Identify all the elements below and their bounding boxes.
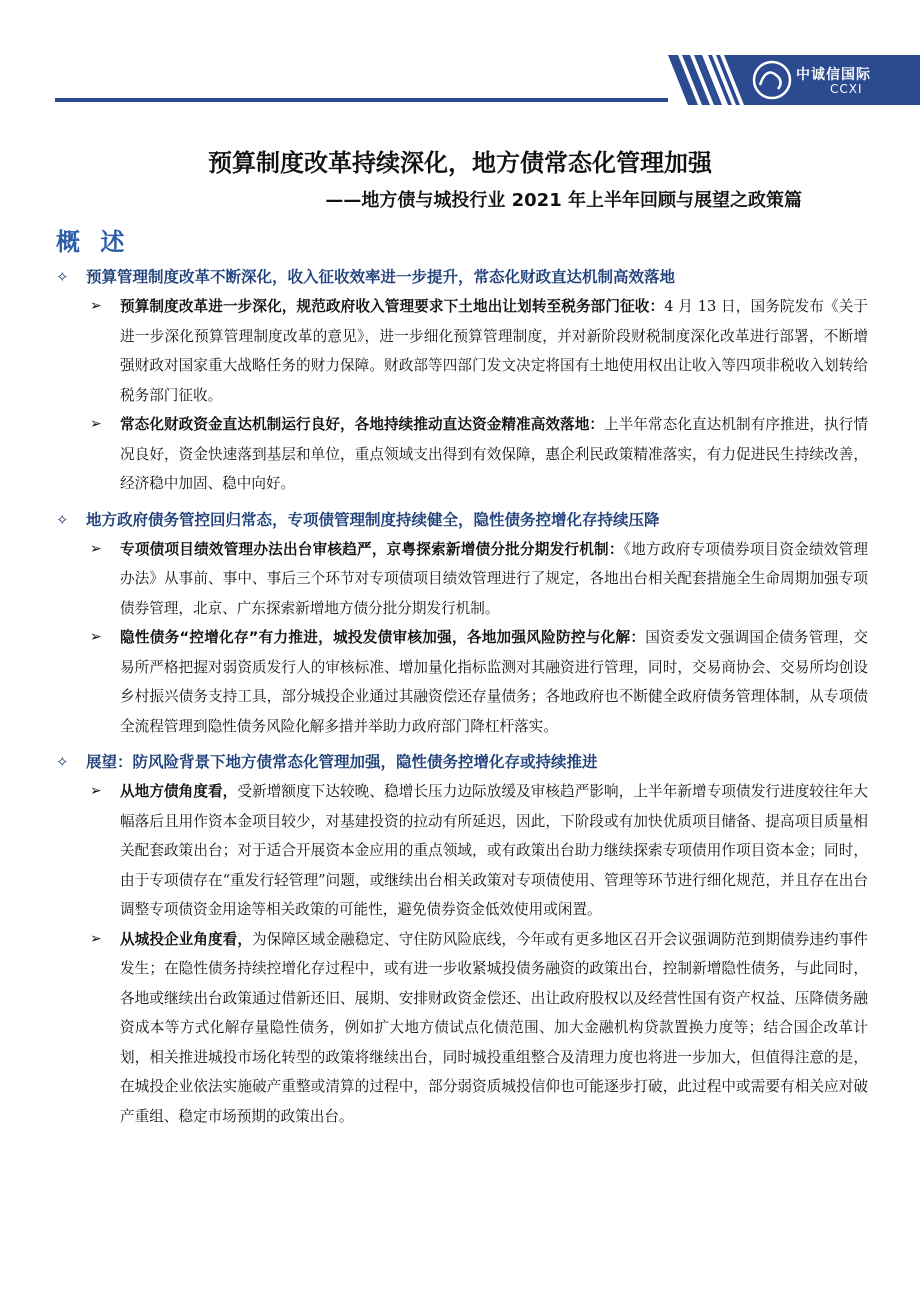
diamond-bullet-icon: ✧ bbox=[56, 753, 69, 771]
logo-name-cn: 中诚信国际 bbox=[796, 67, 871, 83]
arrow-bullet-icon: ➢ bbox=[90, 629, 102, 645]
list-item-lead: 常态化财政资金直达机制运行良好，各地持续推动直达资金精准高效落地： bbox=[120, 416, 605, 433]
list-item-body: 为保障区域金融稳定、守住防风险底线，今年或有更多地区召开会议强调防范到期债券违约事件发生；在隐性债务持续控增化存过程中，或有进一步收紧城投债务融资的政策出台，控制新增隐性债务，与此同时，各地或继续出台政策通过借新还旧、展期、安排财政资金偿还、出让政府股权以及经营性国有资产权益、压降债务融资成本等方式化解存量隐性债务，例如扩大地方债试点化债范围、加大金融机构贷款置换力度等；结合国企改革计划，相关推进城投市场化转型的政策将继续出台，同时城投重组整合及清理力度也将进一步加大，但值得注意的是，在城投企业依法实施破产重整或清算的过程中，部分弱资质城投信仰也可能逐步打破，此过程中或需要有相关应对破产重组、稳定市场预期的政策出台。 bbox=[120, 930, 868, 1125]
list-item-body: 上半年常态化直达机制有序推进，执行情况良好，资金快速落到基层和单位，重点领域支出得到有效保障，惠企利民政策精准落实，有力促进民生持续改善，经济稳中加固、稳中向好。 bbox=[120, 416, 868, 492]
arrow-bullet-icon: ➢ bbox=[90, 930, 102, 947]
section-heading-text: 预算管理制度改革不断深化，收入征收效率进一步提升，常态化财政直达机制高效落地 bbox=[86, 268, 676, 286]
header-rule bbox=[55, 98, 669, 102]
list-item-lead: 隐性债务“控增化存”有力推进，城投发债审核加强，各地加强风险防控与化解： bbox=[120, 629, 646, 646]
arrow-bullet-icon: ➢ bbox=[90, 540, 102, 557]
section-heading bbox=[56, 262, 868, 292]
section-heading-text: 展望：防风险背景下地方债常态化管理加强，隐性债务控增化存或持续推进 bbox=[86, 753, 598, 771]
document-title: 预算制度改革持续深化，地方债常态化管理加强 bbox=[208, 149, 712, 177]
document-subtitle: ——地方债与城投行业 2021 年上半年回顾与展望之政策篇 bbox=[325, 190, 802, 211]
list-item-lead: 从城投企业角度看， bbox=[120, 930, 253, 948]
list-item bbox=[90, 777, 868, 925]
section-3 bbox=[56, 747, 868, 1131]
list-item bbox=[90, 292, 868, 410]
list-item-text bbox=[120, 292, 868, 410]
arrow-bullet-icon: ➢ bbox=[90, 783, 102, 799]
list-item-text bbox=[120, 925, 868, 1132]
arrow-bullet-icon: ➢ bbox=[90, 416, 102, 432]
section-heading bbox=[56, 747, 868, 777]
list-item bbox=[90, 623, 868, 741]
list-item-lead: 专项债项目绩效管理办法出台审核趋严，京粤探索新增债分批分期发行机制： bbox=[120, 540, 624, 558]
list-item-body: 4 月 13 日，国务院发布《关于进一步深化预算管理制度改革的意见》，进一步细化预算管理制度，并对新阶段财税制度深化改革进行部署，不断增强财政对国家重大战略任务的财力保障。财政部等四部门发文决定将国有土地使用权出让收入等四项非税收入划转给税务部门征收。 bbox=[120, 298, 868, 404]
document-body bbox=[56, 262, 868, 1137]
arrow-bullet-icon: ➢ bbox=[90, 298, 102, 314]
list-item-body: 受新增额度下达较晚、稳增长压力边际放缓及审核趋严影响，上半年新增专项债发行进度较往年大幅落后且用作资本金项目较少，对基建投资的拉动有所延迟，因此，下阶段或有加快优质项目储备、提高项目质量相关配套政策出台；对于适合开展资本金应用的重点领域，或有政策出台助力继续探索专项债用作项目资本金；同时，由于专项债存在“重发行轻管理”问题，或继续出台相关政策对专项债使用、管理等环节进行细化规范，并且存在出台调整专项债资金用途等相关政策的可能性，避免债券资金低效使用或闲置。 bbox=[120, 783, 868, 918]
logo-name-en: CCXI bbox=[830, 82, 863, 96]
section-heading bbox=[56, 505, 868, 535]
list-item-lead: 从地方债角度看， bbox=[120, 783, 238, 800]
diamond-bullet-icon: ✧ bbox=[56, 510, 69, 529]
logo-band bbox=[668, 55, 920, 105]
list-item-text bbox=[120, 535, 868, 624]
list-item-body: 《地方政府专项债券项目资金绩效管理办法》从事前、事中、事后三个环节对专项债项目绩效管理进行了规定，各地出台相关配套措施全生命周期加强专项债券管理，北京、广东探索新增地方债分批分期发行机制。 bbox=[120, 540, 868, 617]
section-heading-text: 地方政府债务管控回归常态，专项债管理制度持续健全，隐性债务控增化存持续压降 bbox=[86, 510, 660, 529]
diamond-bullet-icon: ✧ bbox=[56, 268, 69, 286]
list-item-text bbox=[120, 623, 868, 741]
overview-heading: 概 述 bbox=[56, 228, 131, 256]
section-1 bbox=[56, 262, 868, 499]
list-item bbox=[90, 410, 868, 499]
list-item-body: 国资委发文强调国企债务管理，交易所严格把握对弱资质发行人的审核标准、增加量化指标监测对其融资进行管理，同时，交易商协会、交易所均创设乡村振兴债务支持工具，部分城投企业通过其融资偿还存量债务；各地政府也不断健全政府债务管理体制，从专项债全流程管理到隐性债务风险化解多措并举助力政府部门降杠杆落实。 bbox=[120, 629, 868, 735]
list-item-text bbox=[120, 777, 868, 925]
list-item bbox=[90, 925, 868, 1132]
section-2 bbox=[56, 505, 868, 742]
logo-stripes-icon bbox=[668, 55, 920, 105]
list-item bbox=[90, 535, 868, 624]
list-item-text bbox=[120, 410, 868, 499]
list-item-lead: 预算制度改革进一步深化，规范政府收入管理要求下土地出让划转至税务部门征收： bbox=[120, 298, 665, 315]
